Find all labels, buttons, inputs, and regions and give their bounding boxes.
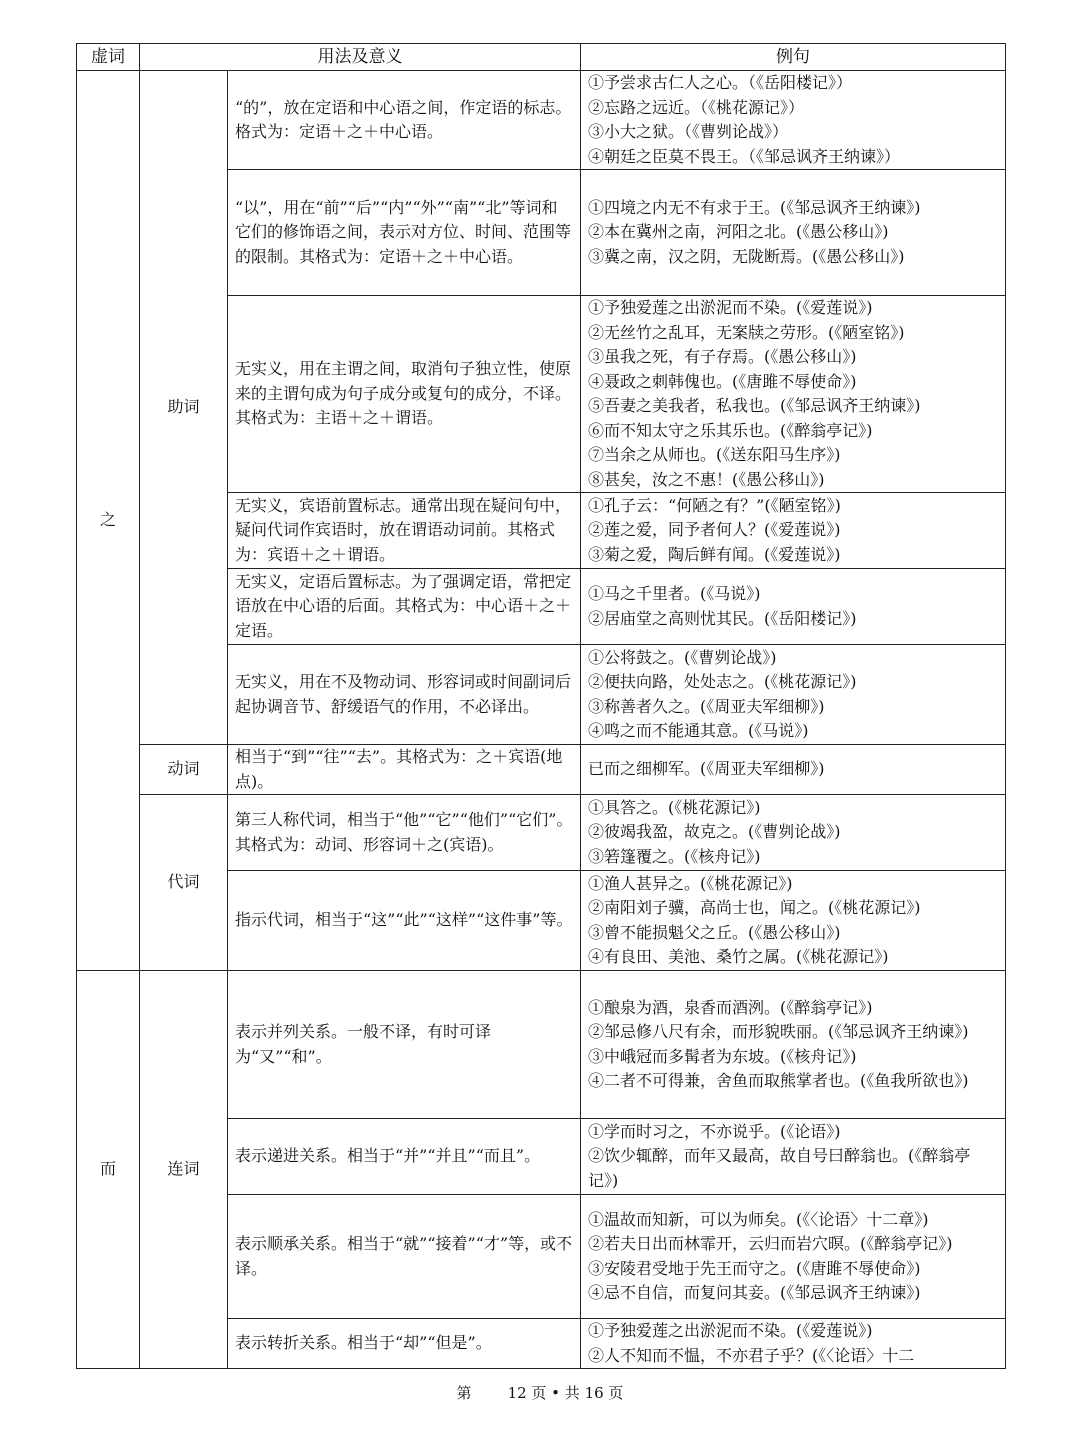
usage-cell: 相当于“到”“往”“去”。其格式为：之＋宾语(地点)。 — [228, 745, 581, 795]
example-sentence: ②忘路之远近。（《桃花源记》） — [588, 97, 805, 117]
header-examples: 例句 — [581, 44, 1006, 71]
example-sentence: ②邹忌修八尺有余，而形貌昳丽。(《邹忌讽齐王纳谏》) — [588, 1022, 969, 1041]
example-sentence: ④朝廷之臣莫不畏王。（《邹忌讽齐王纳谏》） — [588, 146, 901, 166]
pos-lianci: 连词 — [140, 971, 228, 1369]
example-sentence: ①予独爱莲之出淤泥而不染。(《爱莲说》) — [588, 1321, 873, 1340]
usage-cell: 第三人称代词，相当于“他”“它”“他们”“它们”。其格式为：动词、形容词＋之(宾语)。 — [228, 795, 581, 871]
example-sentence: ②若夫日出而林霏开，云归而岩穴暝。(《醉翁亭记》) — [588, 1234, 953, 1253]
example-sentence: ④忌不自信，而复问其妾。(《邹忌讽齐王纳谏》) — [588, 1283, 921, 1302]
example-sentence: ③安陵君受地于先王而守之。(《唐雎不辱使命》) — [588, 1258, 921, 1278]
example-sentence: ④聂政之刺韩傀也。(《唐雎不辱使命》) — [588, 371, 857, 391]
word-er: 而 — [77, 971, 140, 1369]
example-sentence: ③小大之狱。（《曹刿论战》） — [588, 122, 789, 141]
word-zhi: 之 — [77, 71, 140, 971]
example-sentence: ①温故而知新，可以为师矣。(《〈论语〉十二章》) — [588, 1209, 929, 1229]
examples-cell — [581, 795, 1006, 871]
usage-cell: “以”，用在“前”“后”“内”“外”“南”“北”等词和它们的修饰语之间，表示对方位、时间、范围等的限制。其格式为：定语＋之＋中心语。 — [228, 170, 581, 296]
example-sentence: ③中峨冠而多髯者为东坡。(《核舟记》) — [588, 1046, 857, 1066]
usage-cell: “的”，放在定语和中心语之间，作定语的标志。格式为：定语＋之＋中心语。 — [228, 71, 581, 170]
example-sentence: ①学而时习之，不亦说乎。(《论语》) — [588, 1121, 841, 1141]
usage-cell: 无实义，宾语前置标志。通常出现在疑问句中，疑问代词作宾语时，放在谓语动词前。其格式为：宾语＋之＋谓语。 — [228, 493, 581, 569]
example-sentence: ①公将鼓之。(《曹刿论战》) — [588, 647, 777, 667]
pos-zhuci: 助词 — [140, 71, 228, 745]
table-row — [77, 745, 1006, 795]
usage-cell: 无实义，定语后置标志。为了强调定语，常把定语放在中心语的后面。其格式为：中心语＋之＋定语。 — [228, 569, 581, 645]
example-sentence: ②南阳刘子骥，高尚士也，闻之。(《桃花源记》) — [588, 898, 921, 917]
examples-cell — [581, 971, 1006, 1119]
examples-cell — [581, 645, 1006, 745]
usage-cell: 表示转折关系。相当于“却”“但是”。 — [228, 1319, 581, 1369]
table-row — [77, 971, 1006, 1119]
footer-prefix: 第 — [456, 1384, 472, 1402]
example-sentence: ①四境之内无不有求于王。(《邹忌讽齐王纳谏》) — [588, 197, 921, 217]
example-sentence: ②便扶向路，处处志之。(《桃花源记》) — [588, 672, 857, 691]
usage-cell: 表示递进关系。相当于“并”“并且”“而且”。 — [228, 1119, 581, 1195]
examples-cell — [581, 569, 1006, 645]
example-sentence: ②本在冀州之南，河阳之北。(《愚公移山》) — [588, 222, 889, 242]
example-sentence: ③菊之爱，陶后鲜有闻。(《爱莲说》) — [588, 544, 841, 564]
examples-cell — [581, 1119, 1006, 1195]
examples-cell — [581, 296, 1006, 493]
example-sentence: 已而之细柳军。(《周亚夫军细柳》) — [588, 759, 825, 779]
example-sentence: ①具答之。(《桃花源记》) — [588, 797, 761, 817]
example-sentence: ②居庙堂之高则忧其民。(《岳阳楼记》) — [588, 608, 857, 628]
example-sentence: ④有良田、美池、桑竹之属。(《桃花源记》) — [588, 947, 889, 966]
examples-cell — [581, 871, 1006, 971]
example-sentence: ⑦当余之从师也。(《送东阳马生序》) — [588, 445, 841, 464]
example-sentence: ①马之千里者。(《马说》) — [588, 584, 761, 603]
pos-dongci: 动词 — [140, 745, 228, 795]
examples-cell — [581, 1319, 1006, 1369]
usage-cell: 表示顺承关系。相当于“就”“接着”“才”等，或不译。 — [228, 1195, 581, 1319]
examples-cell — [581, 1195, 1006, 1319]
example-sentence: ④鸣之而不能通其意。(《马说》) — [588, 721, 809, 740]
table-row — [77, 795, 1006, 871]
example-sentence: ①酿泉为酒，泉香而酒洌。(《醉翁亭记》) — [588, 997, 873, 1017]
example-sentence: ②饮少辄醉，而年又最高，故自号曰醉翁也。(《醉翁亭记》) — [588, 1146, 971, 1190]
example-sentence: ③冀之南，汉之阴，无陇断焉。(《愚公移山》) — [588, 246, 905, 266]
example-sentence: ⑥而不知太守之乐其乐也。(《醉翁亭记》) — [588, 420, 873, 440]
examples-cell — [581, 71, 1006, 170]
page-footer — [0, 1382, 1080, 1403]
example-sentence: ②无丝竹之乱耳，无案牍之劳形。(《陋室铭》) — [588, 322, 905, 342]
function-words-table — [76, 43, 1006, 1369]
examples-cell — [581, 493, 1006, 569]
table-row — [77, 71, 1006, 170]
header-row — [77, 44, 1006, 71]
page-number: 12 页 • 共 16 页 — [507, 1384, 624, 1402]
example-sentence: ①孔子云：“何陋之有？”(《陋室铭》) — [588, 495, 841, 515]
header-word: 虚词 — [77, 44, 140, 71]
usage-cell: 指示代词，相当于“这”“此”“这样”“这件事”等。 — [228, 871, 581, 971]
example-sentence: ①渔人甚异之。(《桃花源记》) — [588, 873, 793, 893]
usage-cell: 无实义，用在主谓之间，取消句子独立性，使原来的主谓句成为句子成分或复句的成分，不译。其格式为：主语＋之＋谓语。 — [228, 296, 581, 493]
header-usage: 用法及意义 — [140, 44, 581, 71]
example-sentence: ①予尝求古仁人之心。（《岳阳楼记》） — [588, 73, 853, 92]
usage-cell: 无实义，用在不及物动词、形容词或时间副词后起协调音节、舒缓语气的作用，不必译出。 — [228, 645, 581, 745]
usage-cell: 表示并列关系。一般不译，有时可译为“又”“和”。 — [228, 971, 581, 1119]
examples-cell — [581, 745, 1006, 795]
example-sentence: ⑤吾妻之美我者，私我也。(《邹忌讽齐王纳谏》) — [588, 396, 921, 415]
example-sentence: ②人不知而不愠，不亦君子乎？(《〈论语〉十二 — [588, 1345, 915, 1365]
example-sentence: ③虽我之死，有子存焉。(《愚公移山》) — [588, 347, 857, 366]
example-sentence: ③箬篷覆之。(《核舟记》) — [588, 846, 761, 866]
pos-daici: 代词 — [140, 795, 228, 971]
example-sentence: ④二者不可得兼，舍鱼而取熊掌者也。(《鱼我所欲也》) — [588, 1071, 969, 1090]
example-sentence: ③称善者久之。(《周亚夫军细柳》) — [588, 696, 825, 716]
example-sentence: ③曾不能损魁父之丘。(《愚公移山》) — [588, 922, 841, 942]
example-sentence: ①予独爱莲之出淤泥而不染。(《爱莲说》) — [588, 298, 873, 317]
example-sentence: ⑧甚矣，汝之不惠！(《愚公移山》) — [588, 469, 825, 489]
example-sentence: ②彼竭我盈，故克之。(《曹刿论战》) — [588, 822, 841, 842]
examples-cell — [581, 170, 1006, 296]
example-sentence: ②莲之爱，同予者何人？(《爱莲说》) — [588, 520, 841, 540]
